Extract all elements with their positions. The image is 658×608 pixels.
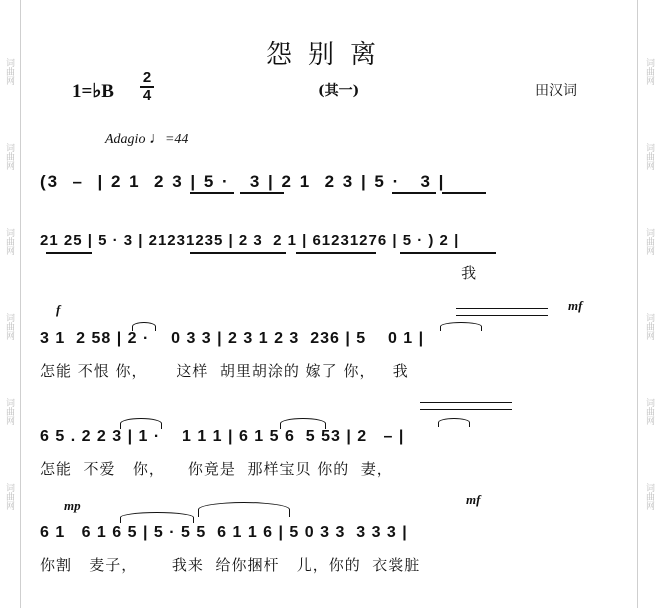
right-watermark-strip [640, 0, 658, 608]
beam-line [190, 252, 286, 254]
watermark-text: 词曲网 [644, 483, 654, 510]
left-watermark-strip [0, 0, 18, 608]
lyrics-line: 我 [40, 264, 478, 282]
watermark-text: 词曲网 [644, 58, 654, 85]
quarter-note-icon: ♩ [148, 130, 165, 147]
beam-line [190, 192, 234, 194]
lyrics-line: 怎能 不爱 你， 你竟是 那样宝贝 你的 妻， [40, 460, 393, 478]
slur-mark [440, 322, 482, 331]
beam-line [240, 192, 284, 194]
music-system-2 [40, 232, 620, 282]
dynamic-marking: f [56, 302, 61, 317]
tempo-bpm: =44 [164, 132, 189, 147]
tempo-marking [105, 130, 188, 148]
beam-line [46, 252, 92, 254]
slur-mark [120, 418, 162, 429]
watermark-text: 词曲网 [4, 483, 14, 510]
slur-mark [132, 322, 156, 331]
left-border-line [20, 0, 21, 608]
time-signature-bottom: 4 [142, 87, 152, 104]
watermark-text: 词曲网 [4, 398, 14, 425]
music-system-1 [40, 172, 620, 202]
watermark-text: 词曲网 [4, 143, 14, 170]
lyrics-line: 你割 麦子， 我来 给你捆杆 儿，你的 衣裳脏 [40, 556, 421, 574]
right-border-line [637, 0, 638, 608]
watermark-text: 词曲网 [4, 313, 14, 340]
beam-line [400, 252, 496, 254]
song-title: 怨别离 [265, 40, 392, 70]
watermark-text: 词曲网 [4, 228, 14, 255]
notation-line: 3 1 2 58 | 2 · 0 3 3 | 2 3 1 2 3 236 | 5 0 1 | [40, 330, 425, 347]
watermark-text: 词曲网 [644, 228, 654, 255]
notation-line: 6 5 . 2 2 3 | 1 · 1 1 1 | 6 1 5 6 5 53 | 2 – | [40, 428, 405, 445]
lyrics-line: 怎能 不恨 你， 这样 胡里胡涂的 嫁了 你， 我 [40, 362, 409, 380]
dynamic-marking: mf [568, 298, 583, 313]
notation-line: 21 25 | 5 · 3 | 21231235 | 2 3 2 1 | 61231276 | 5 · ) 2 | [40, 232, 460, 249]
crescendo-hairpin [456, 308, 548, 316]
watermark-text: 词曲网 [644, 313, 654, 340]
subtitle: (其一) [318, 83, 360, 99]
beam-line [442, 192, 486, 194]
slur-mark [438, 418, 470, 427]
slur-mark [280, 418, 326, 429]
notation-line: 6 1 6 1 6 5 | 5 · 5 5 6 1 1 6 | 5 0 3 3 3 3 3 | [40, 524, 408, 541]
music-system-3 [40, 298, 620, 390]
watermark-text: 词曲网 [644, 143, 654, 170]
beam-line [392, 192, 436, 194]
time-signature-top: 2 [142, 69, 152, 86]
beam-line [296, 252, 376, 254]
music-system-4 [40, 428, 620, 488]
time-signature [140, 70, 154, 104]
crescendo-hairpin [420, 402, 512, 410]
notation-line: (3 – | 2 1 2 3 | 5 · 3 | 2 1 2 3 | 5 · 3 | [40, 172, 446, 191]
dynamic-marking: mp [64, 498, 81, 513]
watermark-text: 词曲网 [644, 398, 654, 425]
lyricist: 田汉词 [535, 83, 577, 99]
dynamic-marking: mf [466, 492, 481, 507]
slur-mark [198, 502, 290, 517]
slur-mark [120, 512, 194, 523]
music-system-5 [40, 492, 620, 584]
key-signature: 1=♭B [72, 81, 114, 102]
watermark-text: 词曲网 [4, 58, 14, 85]
tempo-text: Adagio [105, 132, 146, 147]
